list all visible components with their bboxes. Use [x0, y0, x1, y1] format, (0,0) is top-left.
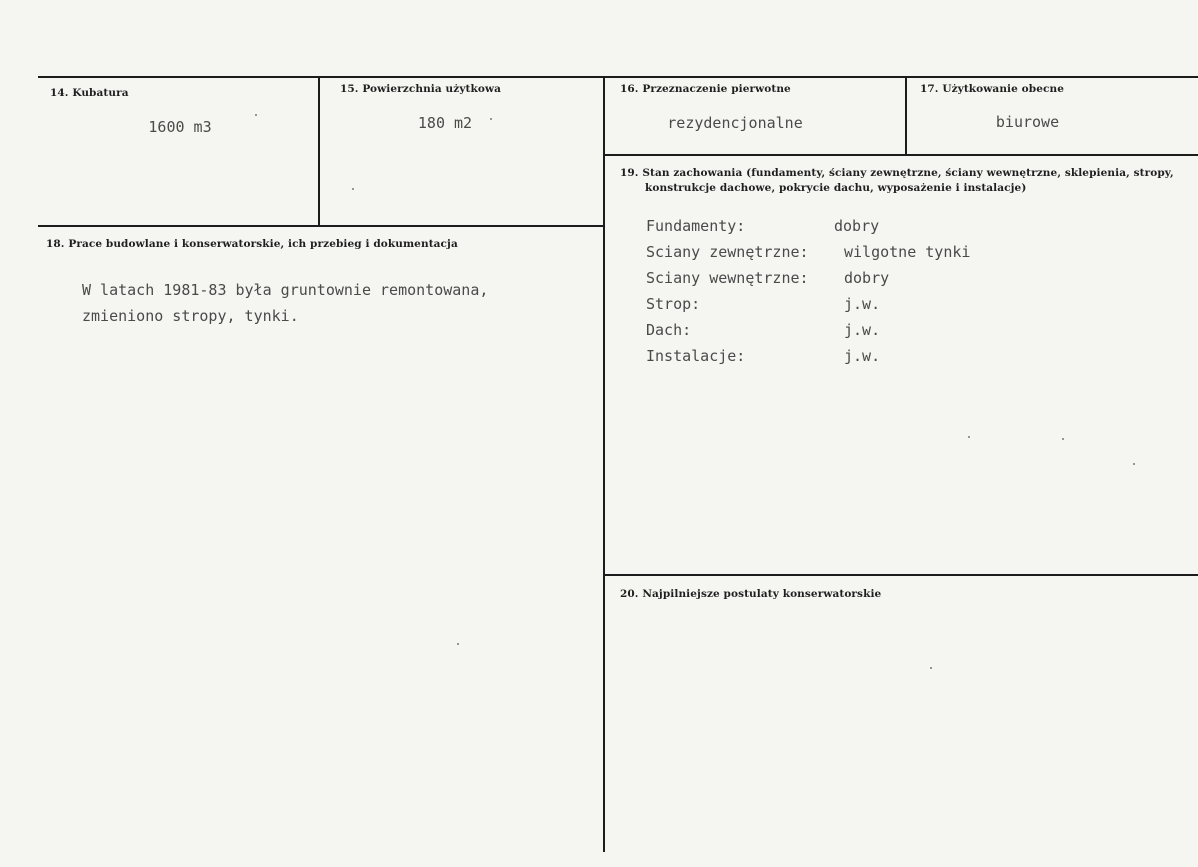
field-17-label: 17. Użytkowanie obecne: [920, 83, 1065, 95]
top-rule: [38, 76, 1198, 78]
rule-above-18: [38, 225, 604, 227]
field-17-value: biurowe: [995, 113, 1060, 131]
field-14-label: 14. Kubatura: [50, 87, 129, 99]
condition-value-sciany-wewnetrzne: dobry: [844, 269, 890, 287]
field-16-value: rezydencjonalne: [667, 114, 803, 132]
field-20-label: 20. Najpilniejsze postulaty konserwatorskie: [620, 588, 882, 600]
condition-name-dach: Dach:: [646, 321, 692, 339]
condition-value-strop: j.w.: [844, 295, 881, 313]
rule-above-20: [604, 574, 1198, 576]
scan-speck: [490, 118, 492, 120]
scan-speck: [1062, 438, 1064, 440]
scan-speck: [1133, 463, 1135, 465]
condition-name-sciany-zewnetrzne: Sciany zewnętrzne:: [646, 243, 809, 261]
field-19-label-line-2: konstrukcje dachowe, pokrycie dachu, wyposażenie i instalacje): [645, 182, 1027, 194]
divider-16-17: [905, 77, 907, 155]
condition-name-sciany-wewnetrzne: Sciany wewnętrzne:: [646, 269, 809, 287]
scan-speck: [968, 436, 970, 438]
field-18-line-1: W latach 1981-83 była gruntownie remontowana,: [82, 281, 489, 299]
field-16-label: 16. Przeznaczenie pierwotne: [620, 83, 791, 95]
scan-speck: [352, 188, 354, 190]
scan-speck: [255, 114, 257, 116]
condition-name-fundamenty: Fundamenty:: [646, 217, 746, 235]
field-15-value: 180 m2: [417, 114, 473, 132]
scan-speck: [457, 643, 459, 645]
field-14-value: 1600 m3: [148, 118, 212, 136]
scan-speck: [930, 667, 932, 669]
field-15-label: 15. Powierzchnia użytkowa: [340, 83, 502, 95]
condition-name-strop: Strop:: [646, 295, 701, 313]
field-19-label-line-1: 19. Stan zachowania (fundamenty, ściany zewnętrzne, ściany wewnętrzne, sklepienia, stropy,: [620, 167, 1174, 179]
divider-15-16: [603, 77, 605, 852]
condition-value-fundamenty: dobry: [834, 217, 880, 235]
condition-value-sciany-zewnetrzne: wilgotne tynki: [844, 243, 971, 261]
condition-value-dach: j.w.: [844, 321, 881, 339]
condition-name-instalacje: Instalacje:: [646, 347, 746, 365]
divider-14-15: [318, 77, 320, 226]
rule-above-19: [604, 154, 1198, 156]
field-18-label: 18. Prace budowlane i konserwatorskie, ich przebieg i dokumentacja: [46, 238, 458, 250]
condition-value-instalacje: j.w.: [844, 347, 881, 365]
field-18-line-2: zmieniono stropy, tynki.: [82, 307, 299, 325]
